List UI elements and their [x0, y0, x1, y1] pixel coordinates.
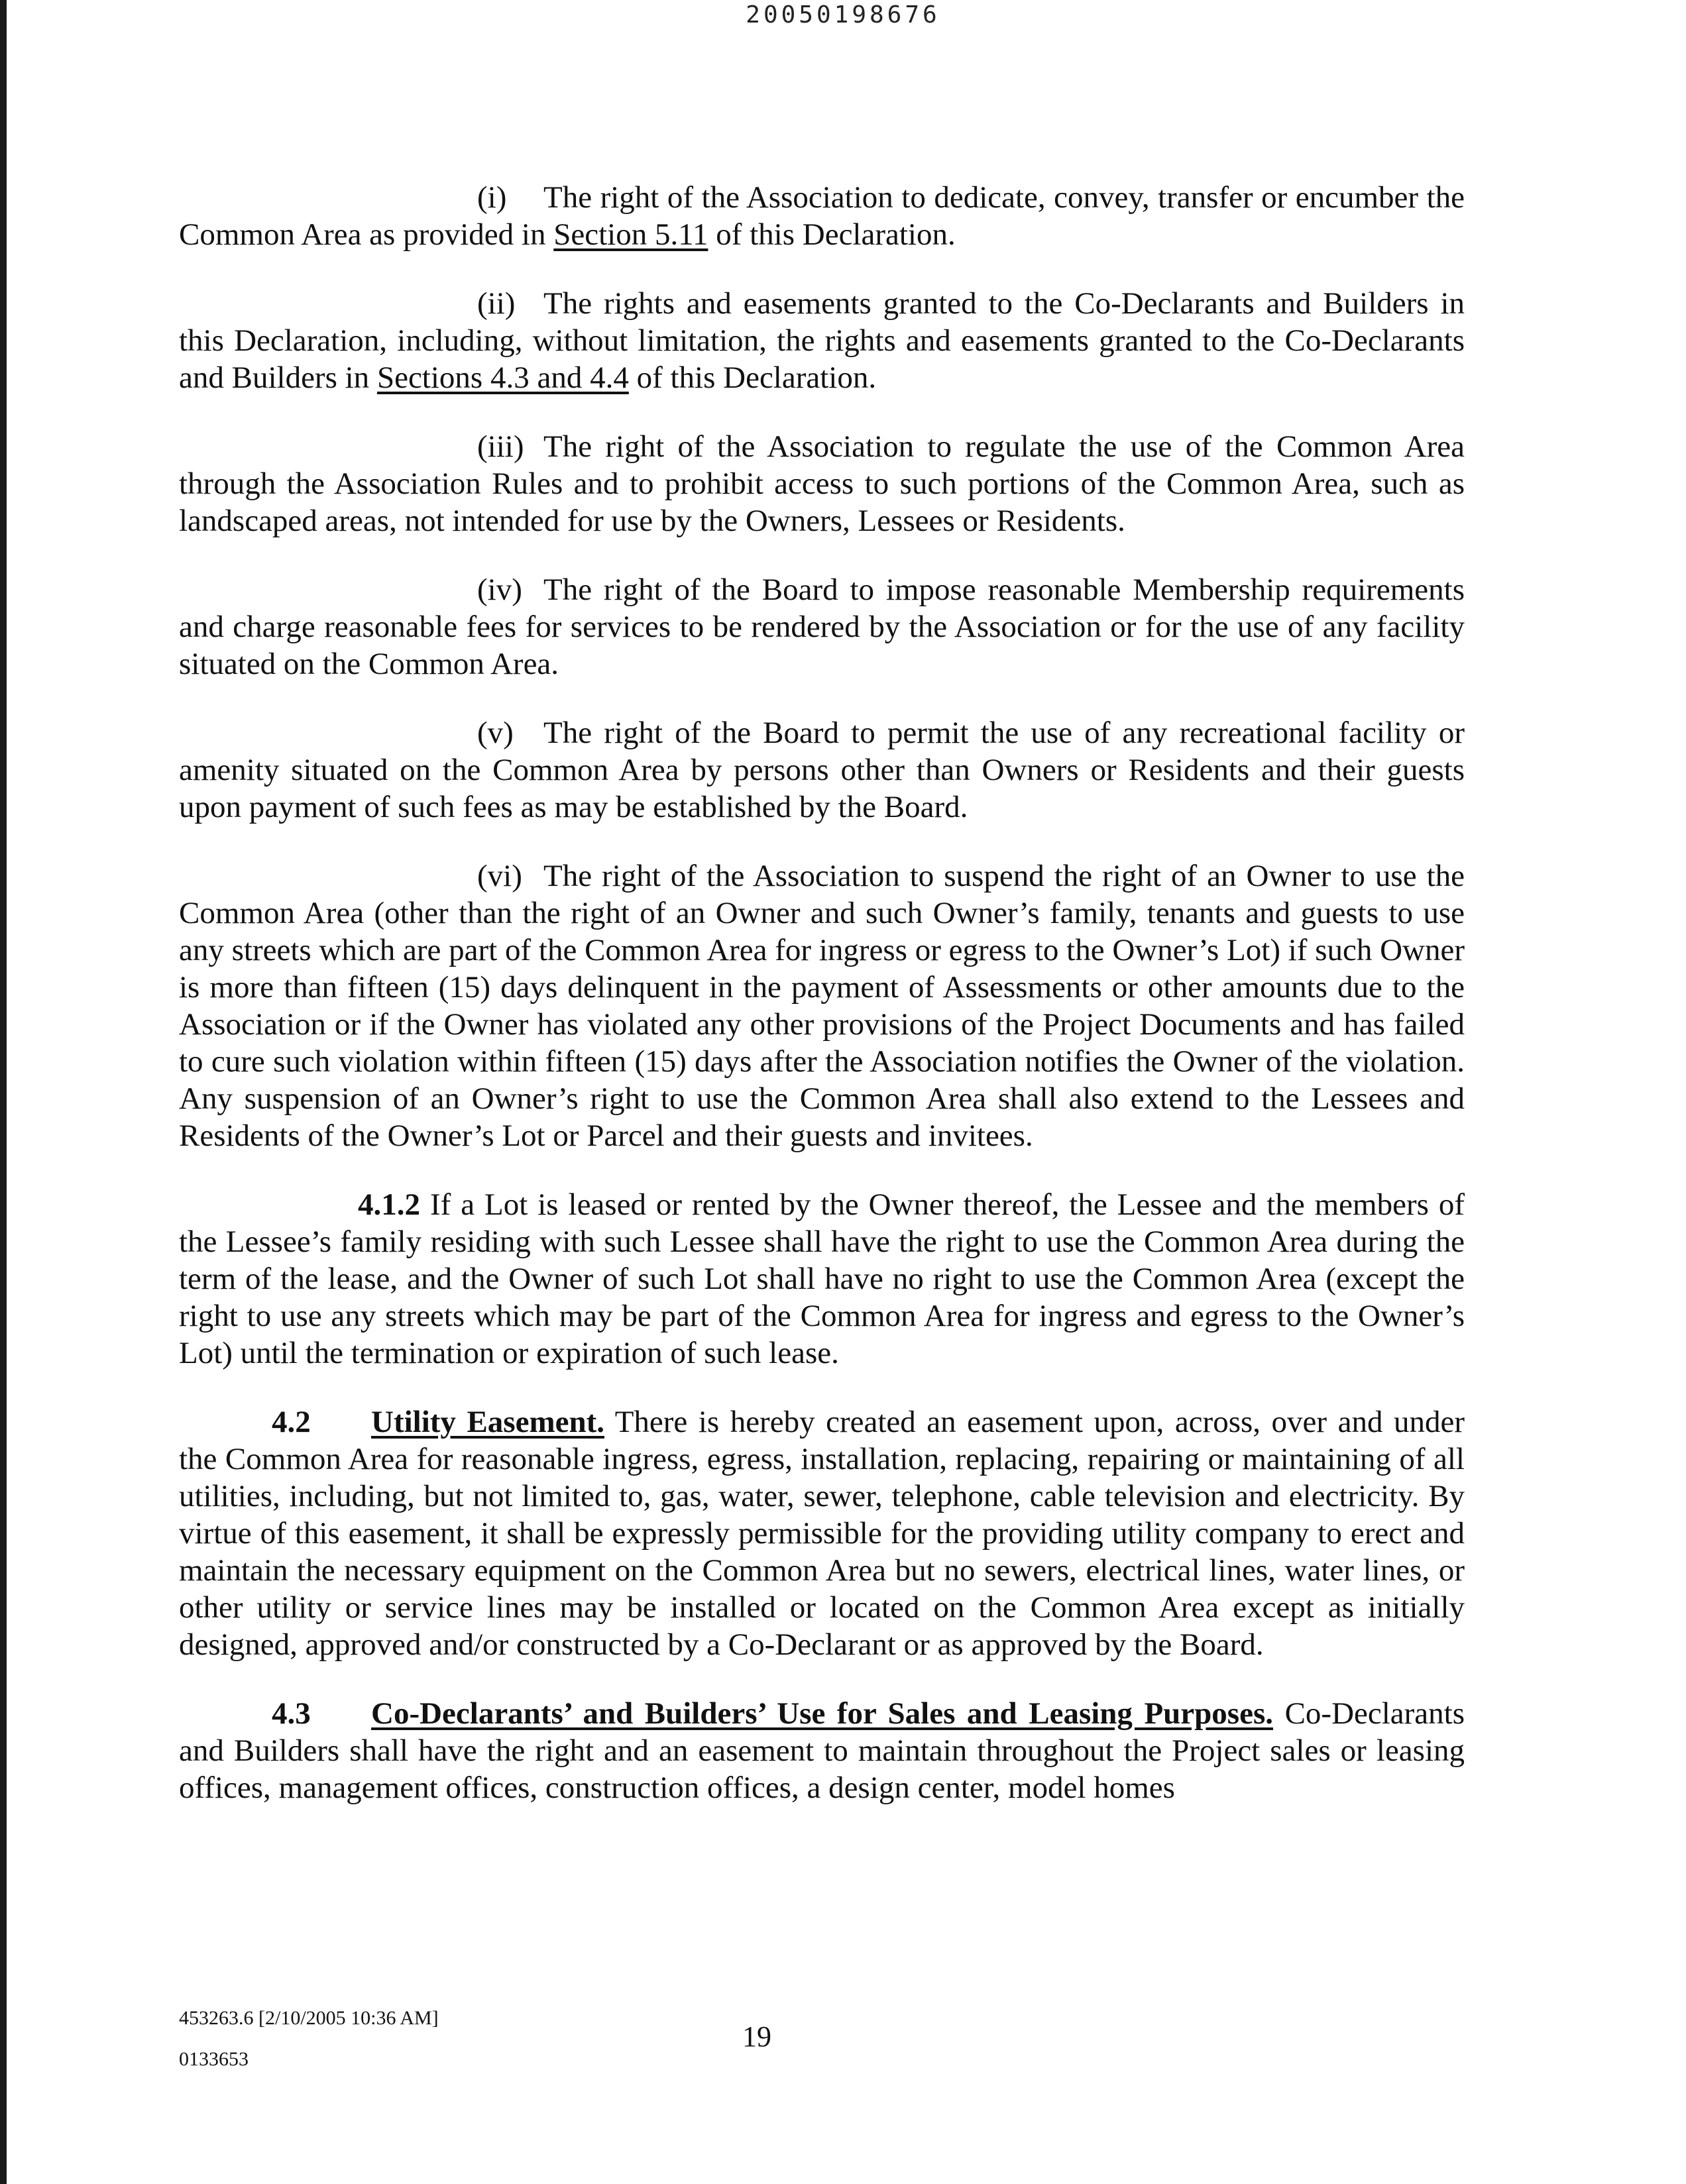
item-text: The right of the Association to regulate the use of the Common Area through the Association Rules and to prohibit access to such portions of the Common Area, such as landscaped areas, not intended for use by the Owners, Lessees or Residents.: [179, 429, 1465, 538]
paragraph-item-iii: [179, 428, 1465, 539]
scan-edge: [0, 0, 7, 2184]
item-text: The right of the Board to permit the use of any recreational facility or amenity situated on the Common Area by persons other than Owners or Residents and their guests upon payment of such fees as may be established by the Board.: [179, 716, 1465, 824]
item-label: (iv): [477, 573, 522, 607]
paragraph-section-4-2: [179, 1403, 1465, 1663]
item-label: (i): [477, 180, 507, 215]
section-heading: Co-Declarants’ and Builders’ Use for Sales and Leasing Purposes.: [371, 1696, 1274, 1731]
file-number: 0133653: [179, 2048, 249, 2070]
section-heading: Utility Easement.: [371, 1405, 605, 1439]
item-text: The right of the Board to impose reasonable Membership requirements and charge reasonable fees for services to be rendered by the Association or for the use of any facility situated on the Common Area.: [179, 573, 1465, 681]
item-label: (iii): [477, 429, 524, 464]
item-label: (ii): [477, 286, 516, 321]
item-text: The rights and easements granted to the Co-Declarants and Builders in this Declaration, including, without limitation, the rights and easements granted to the Co-Declarants and Builders in: [179, 286, 1465, 395]
section-text: Co-Declarants and Builders shall have the right and an easement to maintain throughout the Project sales or leasing offices, management offices, construction offices, a design center, model homes: [179, 1696, 1465, 1805]
item-text: The right of the Association to suspend the right of an Owner to use the Common Area (other than the right of an Owner and such Owner’s family, tenants and guests to use any streets which are part of the Common Area for ingress or egress to the Owner’s Lot) if such Owner is more than fifteen (15) days delinquent in the payment of Assessments or other amounts due to the Association or if the Owner has violated any other provisions of the Project Documents and has failed to cure such violation within fifteen (15) days after the Association notifies the Owner of the violation. Any suspension of an Owner’s right to use the Common Area shall also extend to the Lessees and Residents of the Owner’s Lot or Parcel and their guests and invitees.: [179, 859, 1465, 1153]
page-number: 19: [742, 2020, 771, 2053]
document-body: [179, 179, 1465, 1838]
paragraph-item-vi: [179, 857, 1465, 1154]
paragraph-item-iv: [179, 571, 1465, 682]
footer-metadata: [179, 1998, 439, 2080]
paragraph-item-ii: [179, 285, 1465, 396]
item-label: (v): [477, 716, 514, 750]
item-text: The right of the Association to dedicate, convey, transfer or encumber the Common Area as provided in: [179, 180, 1465, 252]
section-number: 4.1.2: [358, 1187, 420, 1222]
item-text: of this Declaration.: [708, 217, 956, 252]
document-reference: 453263.6 [2/10/2005 10:36 AM]: [179, 2007, 439, 2029]
paragraph-item-i: [179, 179, 1465, 253]
section-text: If a Lot is leased or rented by the Owner thereof, the Lessee and the members of the Lessee’s family residing with such Lessee shall have the right to use the Common Area during the term of the lease, and the Owner of such Lot shall have no right to use the Common Area (except the right to use any streets which may be part of the Common Area for ingress and egress to the Owner’s Lot) until the termination or expiration of such lease.: [179, 1187, 1465, 1370]
section-text: There is hereby created an easement upon, across, over and under the Common Area for reasonable ingress, egress, installation, replacing, repairing or maintaining of all utilities, including, but not limited to, gas, water, sewer, telephone, cable television and electricity. By virtue of this easement, it shall be expressly permissible for the providing utility company to erect and maintain the necessary equipment on the Common Area but no sewers, electrical lines, water lines, or other utility or service lines may be installed or located on the Common Area except as initially designed, approved and/or constructed by a Co-Declarant or as approved by the Board.: [179, 1405, 1465, 1662]
document-number: 20050198676: [746, 1, 940, 28]
section-number: 4.3: [272, 1696, 311, 1731]
item-text: of this Declaration.: [628, 360, 877, 395]
section-number: 4.2: [272, 1405, 311, 1439]
section-reference: Sections 4.3 and 4.4: [376, 360, 629, 395]
paragraph-section-4-1-2: [179, 1186, 1465, 1372]
paragraph-item-v: [179, 714, 1465, 826]
section-reference: Section 5.11: [553, 217, 708, 252]
item-label: (vi): [477, 859, 522, 893]
paragraph-section-4-3: [179, 1695, 1465, 1806]
